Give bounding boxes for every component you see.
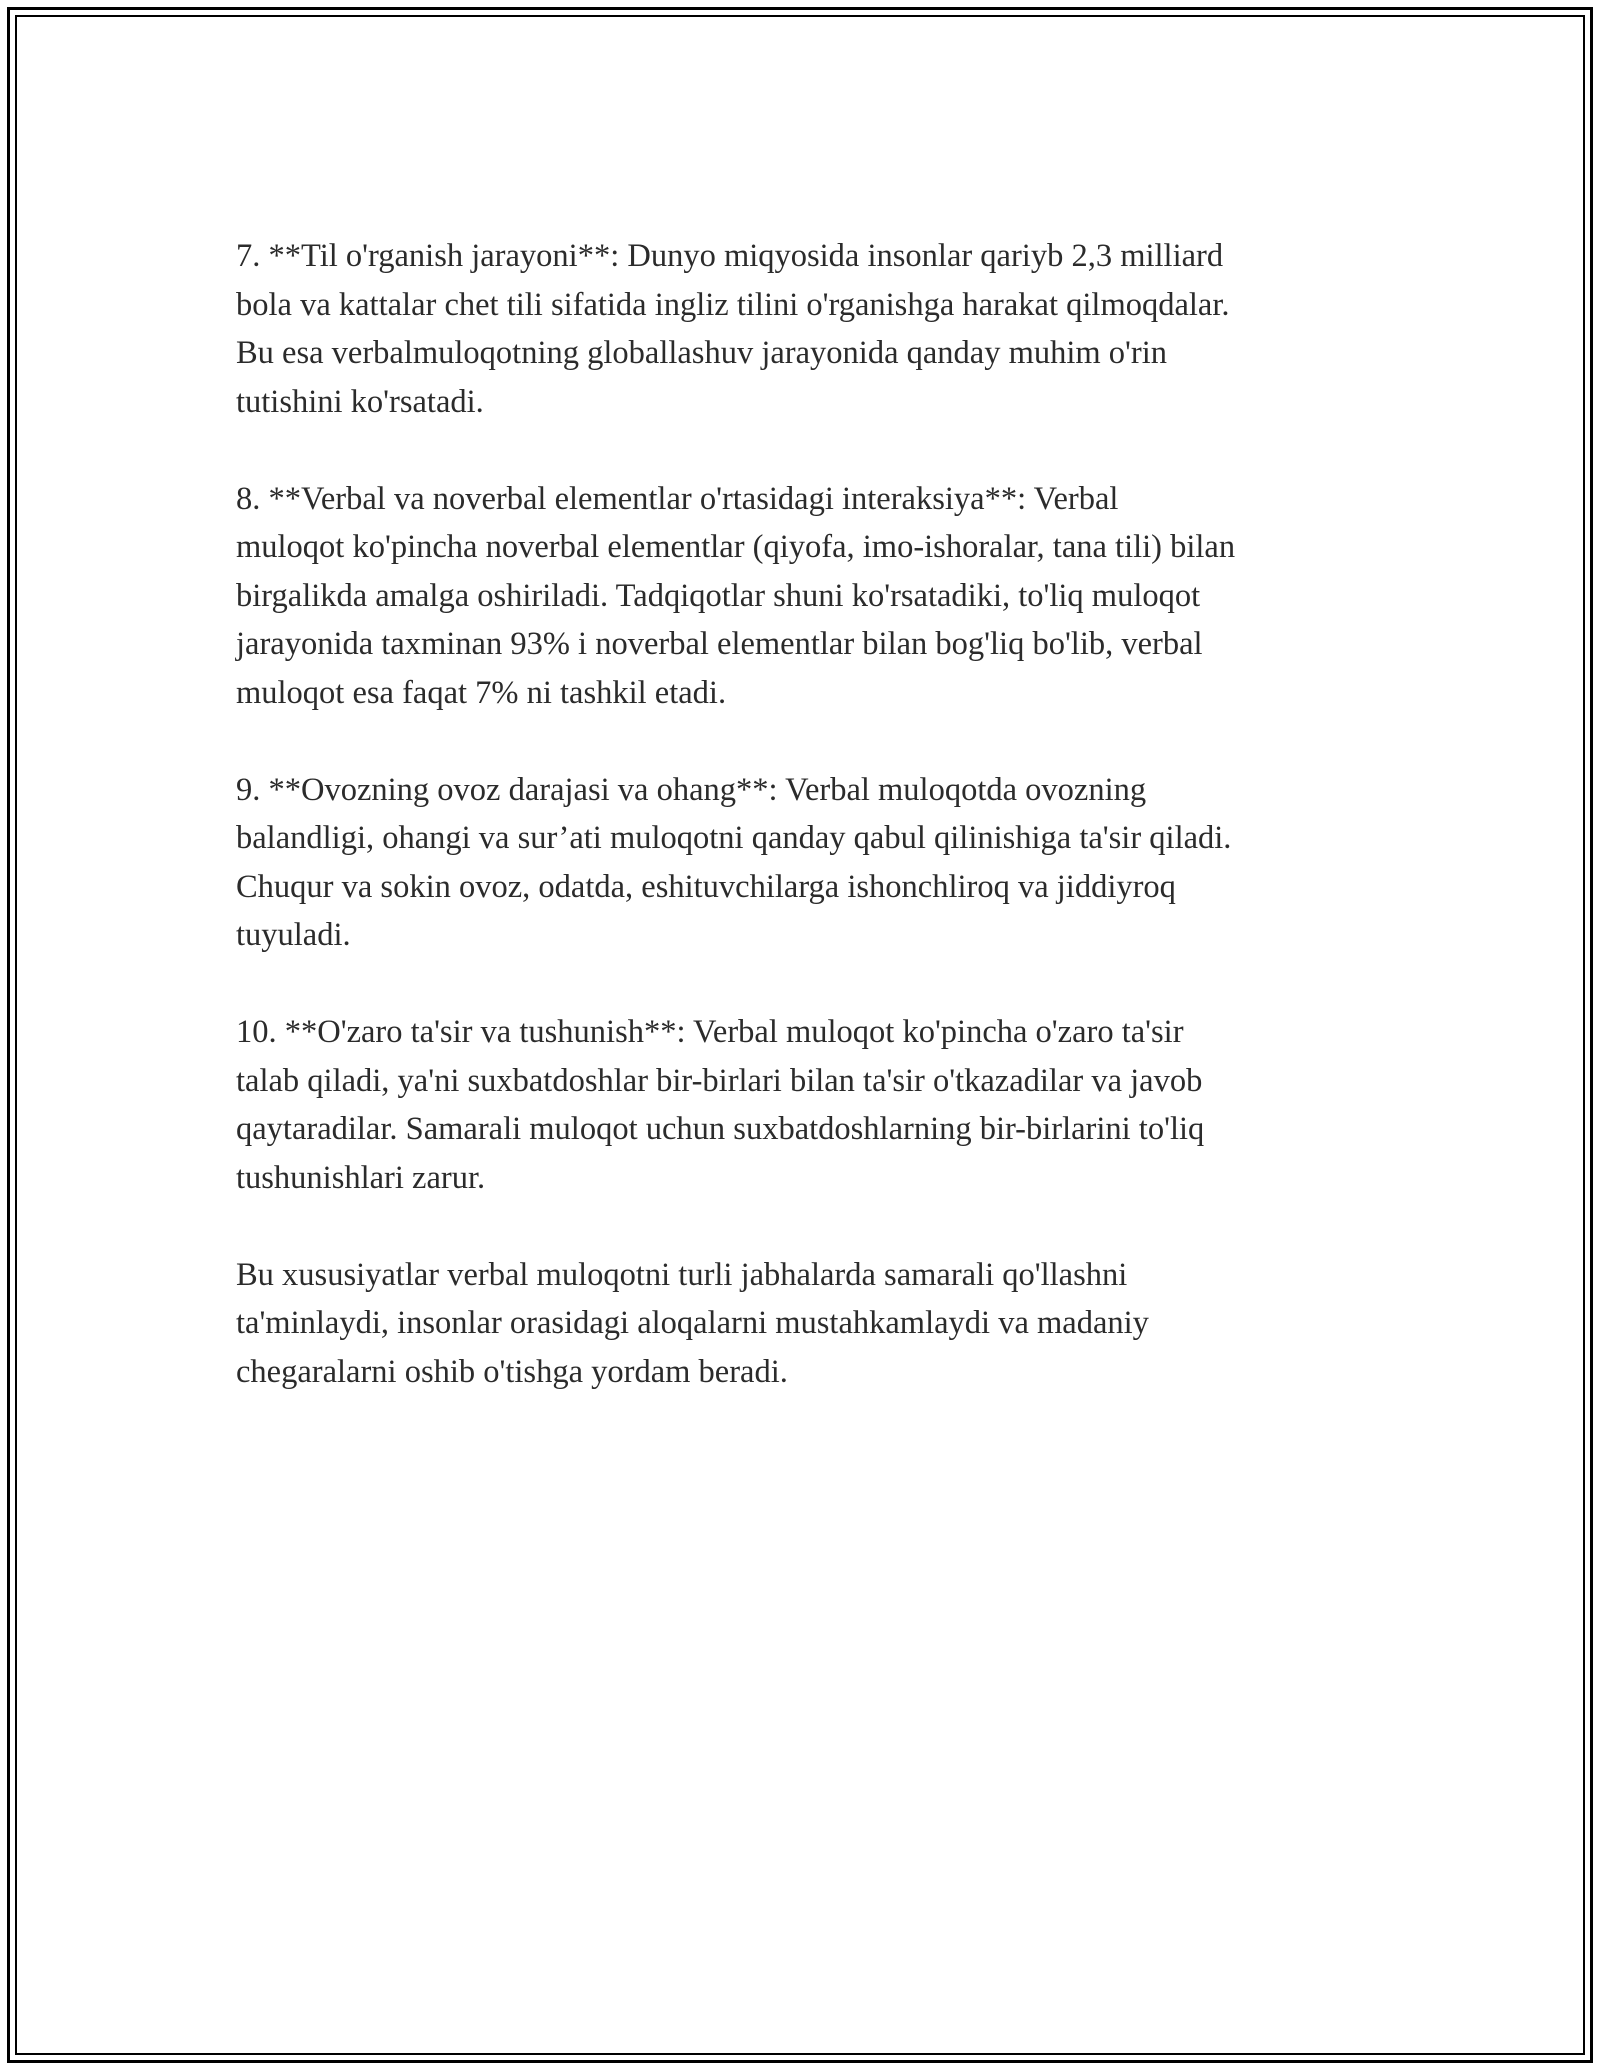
paragraph-line: chegaralarni oshib o'tishga yordam beradi. — [236, 1353, 788, 1390]
paragraph-line: Chuqur va sokin ovoz, odatda, eshituvchilarga ishonchliroq va jiddiyroq — [236, 868, 1176, 905]
paragraph-line: bola va kattalar chet tili sifatida ingliz tilini o'rganishga harakat qilmoqdalar. — [236, 286, 1230, 323]
paragraph-line: 7. **Til o'rganish jarayoni**: Dunyo miqyosida insonlar qariyb 2,3 milliard — [236, 238, 1224, 274]
document-body — [236, 232, 1396, 1445]
paragraph-line: tushunishlari zarur. — [236, 1159, 486, 1196]
paragraph-ozaro-tasir — [236, 1008, 1396, 1202]
paragraph-conclusion — [236, 1251, 1396, 1397]
paragraph-ovoz-darajasi — [236, 766, 1396, 960]
paragraph-line: 10. **O'zaro ta'sir va tushunish**: Verbal muloqot ko'pincha o'zaro ta'sir — [236, 1014, 1184, 1050]
paragraph-line: ta'minlaydi, insonlar orasidagi aloqalarni mustahkamlaydi va madaniy — [236, 1305, 1149, 1341]
paragraph-line: muloqot ko'pincha noverbal elementlar (qiyofa, imo-ishoralar, tana tili) bilan — [236, 529, 1236, 565]
paragraph-line: tuyuladi. — [236, 917, 351, 953]
paragraph-line: balandligi, ohangi va sur’ati muloqotni qanday qabul qilinishiga ta'sir qiladi. — [236, 820, 1232, 856]
paragraph-line: tutishini ko'rsatadi. — [236, 383, 484, 420]
paragraph-line: birgalikda amalga oshiriladi. Tadqiqotlar shuni ko'rsatadiki, to'liq muloqot — [236, 577, 1201, 614]
paragraph-til-organish — [236, 232, 1396, 426]
paragraph-line: jarayonida taxminan 93% i noverbal elementlar bilan bog'liq bo'lib, verbal — [236, 626, 1203, 662]
paragraph-line: Bu esa verbalmuloqotning globallashuv jarayonida qanday muhim o'rin — [236, 335, 1168, 371]
paragraph-line: qaytaradilar. Samarali muloqot uchun suxbatdoshlarning bir-birlarini to'liq — [236, 1111, 1205, 1147]
paragraph-line: Bu xususiyatlar verbal muloqotni turli jabhalarda samarali qo'llashni — [236, 1256, 1128, 1293]
paragraph-line: 9. **Ovozning ovoz darajasi va ohang**: Verbal muloqotda ovozning — [236, 771, 1147, 808]
paragraph-line: muloqot esa faqat 7% ni tashkil etadi. — [236, 674, 727, 711]
paragraph-line: 8. **Verbal va noverbal elementlar o'rtasidagi interaksiya**: Verbal — [236, 480, 1119, 517]
paragraph-verbal-noverbal — [236, 475, 1396, 718]
paragraph-line: talab qiladi, ya'ni suxbatdoshlar bir-birlari bilan ta'sir o'tkazadilar va javob — [236, 1062, 1203, 1099]
